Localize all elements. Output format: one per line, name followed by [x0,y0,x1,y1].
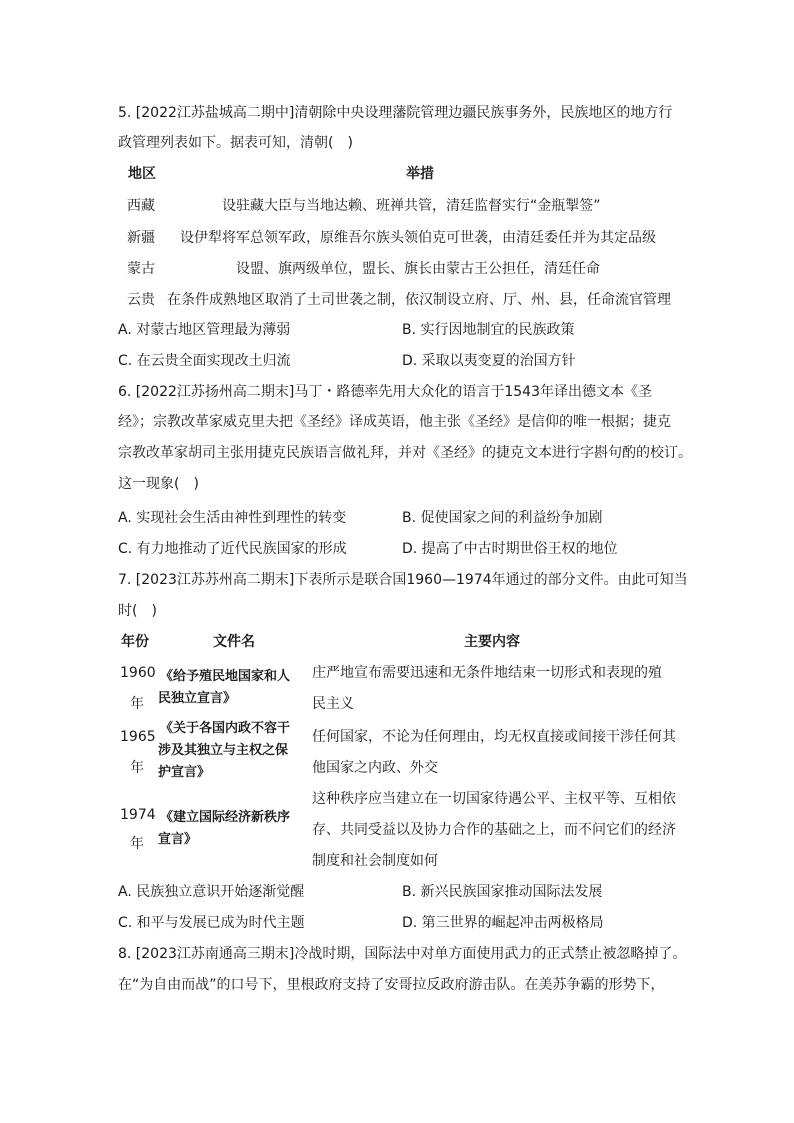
q6-option-d: D. 提高了中古时期世俗王权的地位 [402,541,618,557]
q7-stem-line-1: 7. [2023江苏苏州高二期末]下表所示是联合国1960—1974年通过的部分文件。由此可知当 [118,572,688,588]
q7-row-3-doc-line-2: 宣言》 [158,832,198,847]
q5-table-header-region: 地区 [128,166,156,182]
q6-option-a: A. 实现社会生活由神性到理性的转变 [118,510,347,526]
q7-row-2-content-line-1: 任何国家，不论为任何理由，均无权直接或间接干涉任何其 [312,729,676,745]
q7-row-1-year-unit: 年 [130,696,144,712]
q5-row-3-region: 蒙古 [127,261,155,277]
q5-row-2-region: 新疆 [127,230,155,246]
q5-row-3-measure: 设盟、旗两级单位，盟长、旗长由蒙古王公担任，清廷任命 [236,261,600,277]
q5-option-b: B. 实行因地制宜的民族政策 [402,322,575,338]
q7-row-3-content-line-1: 这种秩序应当建立在一切国家待遇公平、主权平等、互相依 [312,791,676,807]
q5-row-1-measure: 设驻藏大臣与当地达赖、班禅共管，清廷监督实行“金瓶掣签” [222,198,601,214]
q7-row-1-content-line-1: 庄严地宣布需要迅速和无条件地结束一切形式和表现的殖 [312,665,662,681]
q5-row-4-measure: 在条件成熟地区取消了土司世袭之制，依汉制设立府、厅、州、县，任命流官管理 [167,292,671,308]
q7-row-2-year: 1965 [120,729,156,745]
q5-stem-line-2: 政管理列表如下。据表可知，清朝( ) [118,135,353,151]
q7-row-1-doc-line-1: 《给予殖民地国家和人 [160,669,291,684]
q7-option-d: D. 第三世界的崛起冲击两极格局 [402,915,604,931]
q5-row-4-region: 云贵 [127,292,155,308]
q7-row-2-doc-line-2: 涉及其独立与主权之保 [158,743,289,758]
q7-row-2-doc-line-3: 护宣言》 [158,765,211,780]
q5-option-a: A. 对蒙古地区管理最为薄弱 [118,322,291,338]
q5-row-2-measure: 设伊犁将军总领军政，原维吾尔族头领伯克可世袭，由清廷委任并为其定品级 [180,230,656,246]
q7-option-c: C. 和平与发展已成为时代主题 [118,915,305,931]
q7-row-2-doc-line-1: 《关于各国内政不容干 [160,721,291,736]
q8-stem-line-2: 在“为自由而战”的口号下，里根政府支持了安哥拉反政府游击队。在美苏争霸的形势下， [118,977,665,993]
q7-option-a: A. 民族独立意识开始逐渐觉醒 [118,884,305,900]
q7-row-3-content-line-2: 存、共同受益以及协力合作的基础之上，而不问它们的经济 [312,822,676,838]
q5-option-d: D. 采取以夷变夏的治国方针 [402,353,576,369]
q5-table-header-measure: 举措 [406,166,434,182]
q6-stem-line-2: 经》；宗教改革家威克里夫把《圣经》译成英语，他主张《圣经》是信仰的唯一根据；捷克 [118,414,671,430]
q7-option-b: B. 新兴民族国家推动国际法发展 [402,884,603,900]
q7-row-1-year: 1960 [120,665,156,681]
q6-stem-line-1: 6. [2022江苏扬州高二期末]马丁・路德率先用大众化的语言于1543年译出德文本《圣 [118,384,652,400]
q6-option-c: C. 有力地推动了近代民族国家的形成 [118,541,347,557]
q5-stem-line-1: 5. [2022江苏盐城高二期中]清朝除中央设理藩院管理边疆民族事务外，民族地区的地方行 [118,105,673,121]
q5-row-1-region: 西藏 [127,198,155,214]
q7-table-header-year: 年份 [121,634,149,650]
q7-row-3-content-line-3: 制度和社会制度如何 [312,853,438,869]
q8-stem-line-1: 8. [2023江苏南通高三期末]冷战时期，国际法中对单方面使用武力的正式禁止被忽略掉了。 [118,946,687,962]
q7-row-3-doc-line-1: 《建立国际经济新秩序 [160,810,291,825]
q7-row-3-year-unit: 年 [130,836,144,852]
q6-option-b: B. 促使国家之间的利益纷争加剧 [402,510,603,526]
q7-row-3-year: 1974 [120,807,156,823]
q7-table-header-doc: 文件名 [213,634,255,650]
q6-stem-line-3: 宗教改革家胡司主张用捷克民族语言做礼拜，并对《圣经》的捷克文本进行字斟句酌的校订。 [118,445,692,461]
q7-row-2-year-unit: 年 [130,760,144,776]
q7-row-2-content-line-2: 他国家之内政、外交 [312,760,438,776]
q7-table-header-content: 主要内容 [464,634,520,650]
q6-stem-line-4: 这一现象( ) [118,476,199,492]
q7-row-1-doc-line-2: 民独立宣言》 [158,691,237,706]
q7-stem-line-2: 时( ) [118,603,157,619]
q5-option-c: C. 在云贵全面实现改土归流 [118,353,291,369]
q7-row-1-content-line-2: 民主义 [312,696,354,712]
